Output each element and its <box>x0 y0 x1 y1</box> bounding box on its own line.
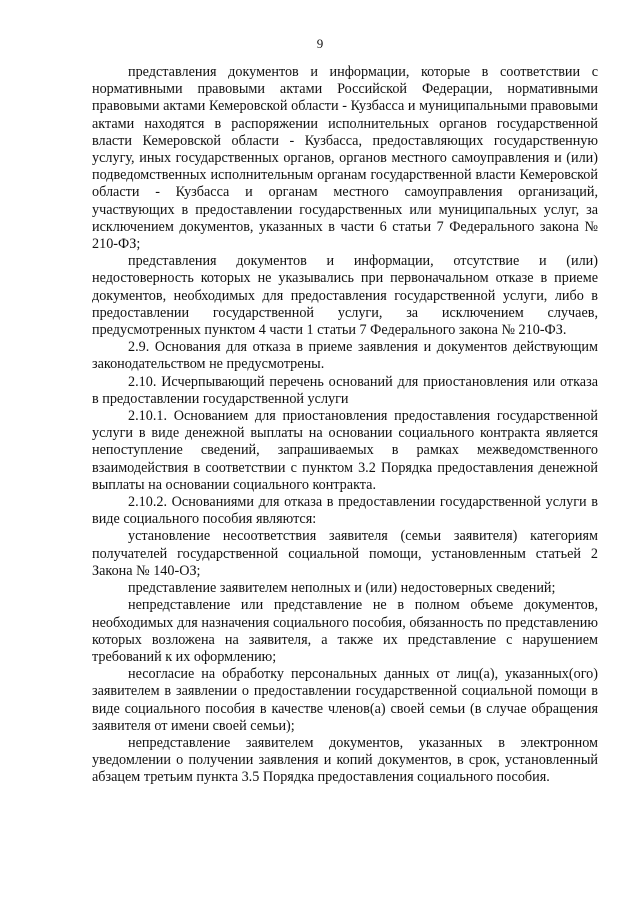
paragraph-missing-docs: непредставление или представление не в полном объеме документов, необходимых для назначения социального пособия, обязанность по представлению которых возложена на заявителя, а также их представление с нарушением требований к их оформлению; <box>92 597 598 665</box>
paragraph-incomplete-info: представление заявителем неполных и (или) недостоверных сведений; <box>128 580 556 597</box>
paragraph-documents-in-possession: представления документов и информации, которые в соответствии с нормативными правовыми актами Российской Федерации, нормативными правовыми актами Кемеровской области - Кузбасса и муниципальными правовыми актами находятся в распоряжении исполнительных органов государственной власти Кемеровской области - Кузбасса, предоставляющих государственную услугу, иных государственных органов, органов местного самоуправления и (или) подведомственных исполнительным органам государственной власти Кемеровской области - Кузбасса и органам местного самоуправления организаций, участвующих в предоставлении государственных или муниципальных услуг, за исключением документов, указанных в части 6 статьи 7 Федерального закона № 210-ФЗ; <box>92 64 598 253</box>
paragraph-2-9: 2.9. Основания для отказа в приеме заявления и документов действующим законодательством не предусмотрены. <box>92 339 598 373</box>
paragraph-missing-documents: представления документов и информации, отсутствие и (или) недостоверность которых не указывались при первоначальном отказе в приеме документов, необходимых для предоставления государственной услуги, либо в предоставлении государственной услуги, за исключением случаев, предусмотренных пунктом 4 части 1 статьи 7 Федерального закона № 210-ФЗ. <box>92 253 598 339</box>
paragraph-late-docs: непредставление заявителем документов, указанных в электронном уведомлении о получении заявления и копий документов, в срок, установленный абзацем третьим пункта 3.5 Порядка предоставления социального пособия. <box>92 734 598 786</box>
paragraph-2-10-1: 2.10.1. Основанием для приостановления предоставления государственной услуги в виде денежной выплаты на основании социального контракта является непоступление сведений, запрашиваемых в рамках межведомственного взаимодействия в соответствии с пунктом 3.2 Порядка предоставления денежной выплаты на основании социального контракта. <box>92 408 598 493</box>
paragraph-category-mismatch: установление несоответствия заявителя (семьи заявителя) категориям получателей государственной социальной помощи, установленным статьей 2 Закона № 140-ОЗ; <box>92 528 598 579</box>
document-body <box>92 64 598 787</box>
paragraph-2-10-2: 2.10.2. Основаниями для отказа в предоставлении государственной услуги в виде социального пособия являются: <box>92 494 598 528</box>
page-number: 9 <box>316 36 324 51</box>
paragraph-2-10: 2.10. Исчерпывающий перечень оснований для приостановления или отказа в предоставлении государственной услуги <box>92 373 598 407</box>
paragraph-data-consent: несогласие на обработку персональных данных от лиц(а), указанных(ого) заявителем в заявлении о предоставлении государственной социальной помощи в виде социального пособия в качестве членов(а) своей семьи (в случае обращения заявителя от имени своей семьи); <box>92 666 598 734</box>
